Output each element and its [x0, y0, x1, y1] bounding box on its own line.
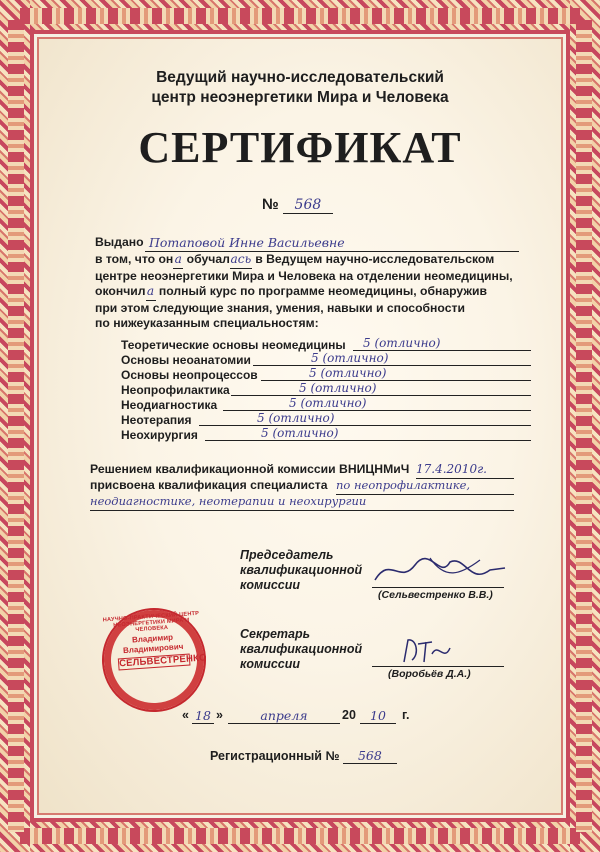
stamp-line-3: СЕЛЬВЕСТРЕНКО: [118, 652, 208, 670]
number-value: 568: [283, 197, 333, 214]
issued-text-2a: в том, что он: [95, 252, 174, 266]
subject-row: [121, 428, 531, 442]
issued-hand-ending-1: а: [173, 252, 183, 269]
issued-text-3: центре неоэнергетики Мира и Человека на отделении неомедицины,: [95, 268, 513, 283]
subject-line: [199, 425, 531, 426]
subject-name: Основы неопроцессов: [121, 368, 258, 382]
date-year-prefix: 20: [342, 708, 356, 722]
secretary-signature: [398, 634, 458, 668]
subject-grade: 5 (отлично): [299, 381, 377, 395]
secretary-signature-line: [372, 666, 504, 667]
issued-text-4b: полный курс по программе неомедицины, обнаружив: [155, 284, 487, 298]
decision-text-1: Решением квалификационной комиссии ВНИЦНМиЧ: [90, 462, 410, 476]
subject-row: [121, 368, 531, 382]
date-suffix: г.: [402, 708, 410, 722]
subject-row: [121, 398, 531, 412]
issued-hand-ending-2: ась: [230, 252, 252, 269]
secretary-block: [240, 627, 362, 672]
subject-name: Неохирургия: [121, 428, 198, 442]
registration-number: [210, 748, 397, 764]
date-year: 10: [360, 708, 396, 724]
issued-label: Выдано: [95, 235, 144, 249]
border-bottom-ornament: [20, 828, 580, 844]
stamp-ring-text: НАУЧНО-ПРАКТИЧЕСКИЙ ЦЕНТР НЕОЭНЕРГЕТИКИ МИРА И ЧЕЛОВЕКА: [102, 610, 200, 634]
issued-text-6: по нижеуказанным специальностям:: [95, 316, 319, 330]
border-right-ornament: [576, 20, 592, 832]
registration-label: Регистрационный №: [210, 749, 340, 763]
issue-date: [182, 708, 462, 726]
stamp-line-1: Владимир: [131, 632, 174, 645]
subject-row: [121, 413, 531, 427]
issued-text-5: при этом следующие знания, умения, навыки и способности: [95, 300, 465, 315]
stamp-line-2: Владимирович: [122, 641, 184, 656]
issuer-line-2: центр неоэнергетики Мира и Человека: [151, 89, 449, 106]
qualification-decision: [90, 462, 540, 510]
specialty-handwritten-2: неодиагностике, неотерапии и неохирургии: [90, 494, 514, 511]
date-quote-open: «: [182, 708, 189, 722]
date-quote-close: »: [216, 708, 223, 722]
date-day: 18: [192, 708, 214, 724]
subject-name: Неотерапия: [121, 413, 192, 427]
secretary-label-3: комиссии: [240, 657, 301, 671]
issued-text-2b: обучал: [183, 252, 230, 266]
issued-paragraph: [95, 235, 535, 332]
issued-text-4a: окончил: [95, 284, 146, 298]
subject-grade: 5 (отлично): [261, 426, 339, 440]
subject-name: Основы неоанатомии: [121, 353, 251, 367]
chairman-label-1: Председатель: [240, 548, 334, 562]
subject-grade: 5 (отлично): [363, 336, 441, 350]
subject-line: [231, 395, 531, 396]
certificate-title: СЕРТИФИКАТ: [138, 123, 462, 172]
secretary-name: (Воробьёв Д.А.): [388, 668, 471, 680]
border-left-ornament: [8, 20, 24, 832]
issued-text-2c: в Ведущем научно-исследовательском: [251, 252, 495, 266]
border-top-ornament: [20, 8, 580, 24]
subject-name: Неодиагностика: [121, 398, 218, 412]
subject-row: [121, 383, 531, 397]
chairman-name: (Сельвестренко В.В.): [378, 589, 493, 601]
date-month: апреля: [228, 708, 340, 724]
specialty-handwritten-1: по неопрофилактике,: [336, 478, 514, 495]
chairman-signature: [370, 550, 510, 590]
number-label: №: [262, 196, 279, 213]
issuer-header: [60, 68, 540, 108]
certificate-number: [262, 196, 333, 214]
subject-grade: 5 (отлично): [309, 366, 387, 380]
issued-hand-ending-3: а: [146, 284, 156, 301]
subject-name: Неопрофилактика: [121, 383, 230, 397]
secretary-label-1: Секретарь: [240, 627, 311, 641]
subject-name: Теоретические основы неомедицины: [121, 338, 346, 352]
chairman-block: [240, 548, 362, 593]
registration-value: 568: [343, 748, 397, 764]
issuer-line-1: Ведущий научно-исследовательский: [156, 69, 444, 86]
chairman-label-3: комиссии: [240, 578, 301, 592]
subject-line: [253, 365, 531, 366]
recipient-name: Потаповой Инне Васильевне: [145, 235, 519, 252]
subject-row: [121, 353, 531, 367]
subject-row: [121, 338, 531, 352]
decision-date: 17.4.2010г.: [416, 462, 514, 479]
subject-grade: 5 (отлично): [289, 396, 367, 410]
stamp-center: [116, 632, 208, 671]
subject-grade: 5 (отлично): [257, 411, 335, 425]
chairman-label-2: квалификационной: [240, 563, 363, 577]
subject-line: [205, 440, 531, 441]
secretary-label-2: квалификационной: [240, 642, 363, 656]
subject-grade: 5 (отлично): [311, 351, 389, 365]
decision-text-2: присвоена квалификация специалиста: [90, 478, 328, 492]
chairman-signature-line: [372, 587, 504, 588]
